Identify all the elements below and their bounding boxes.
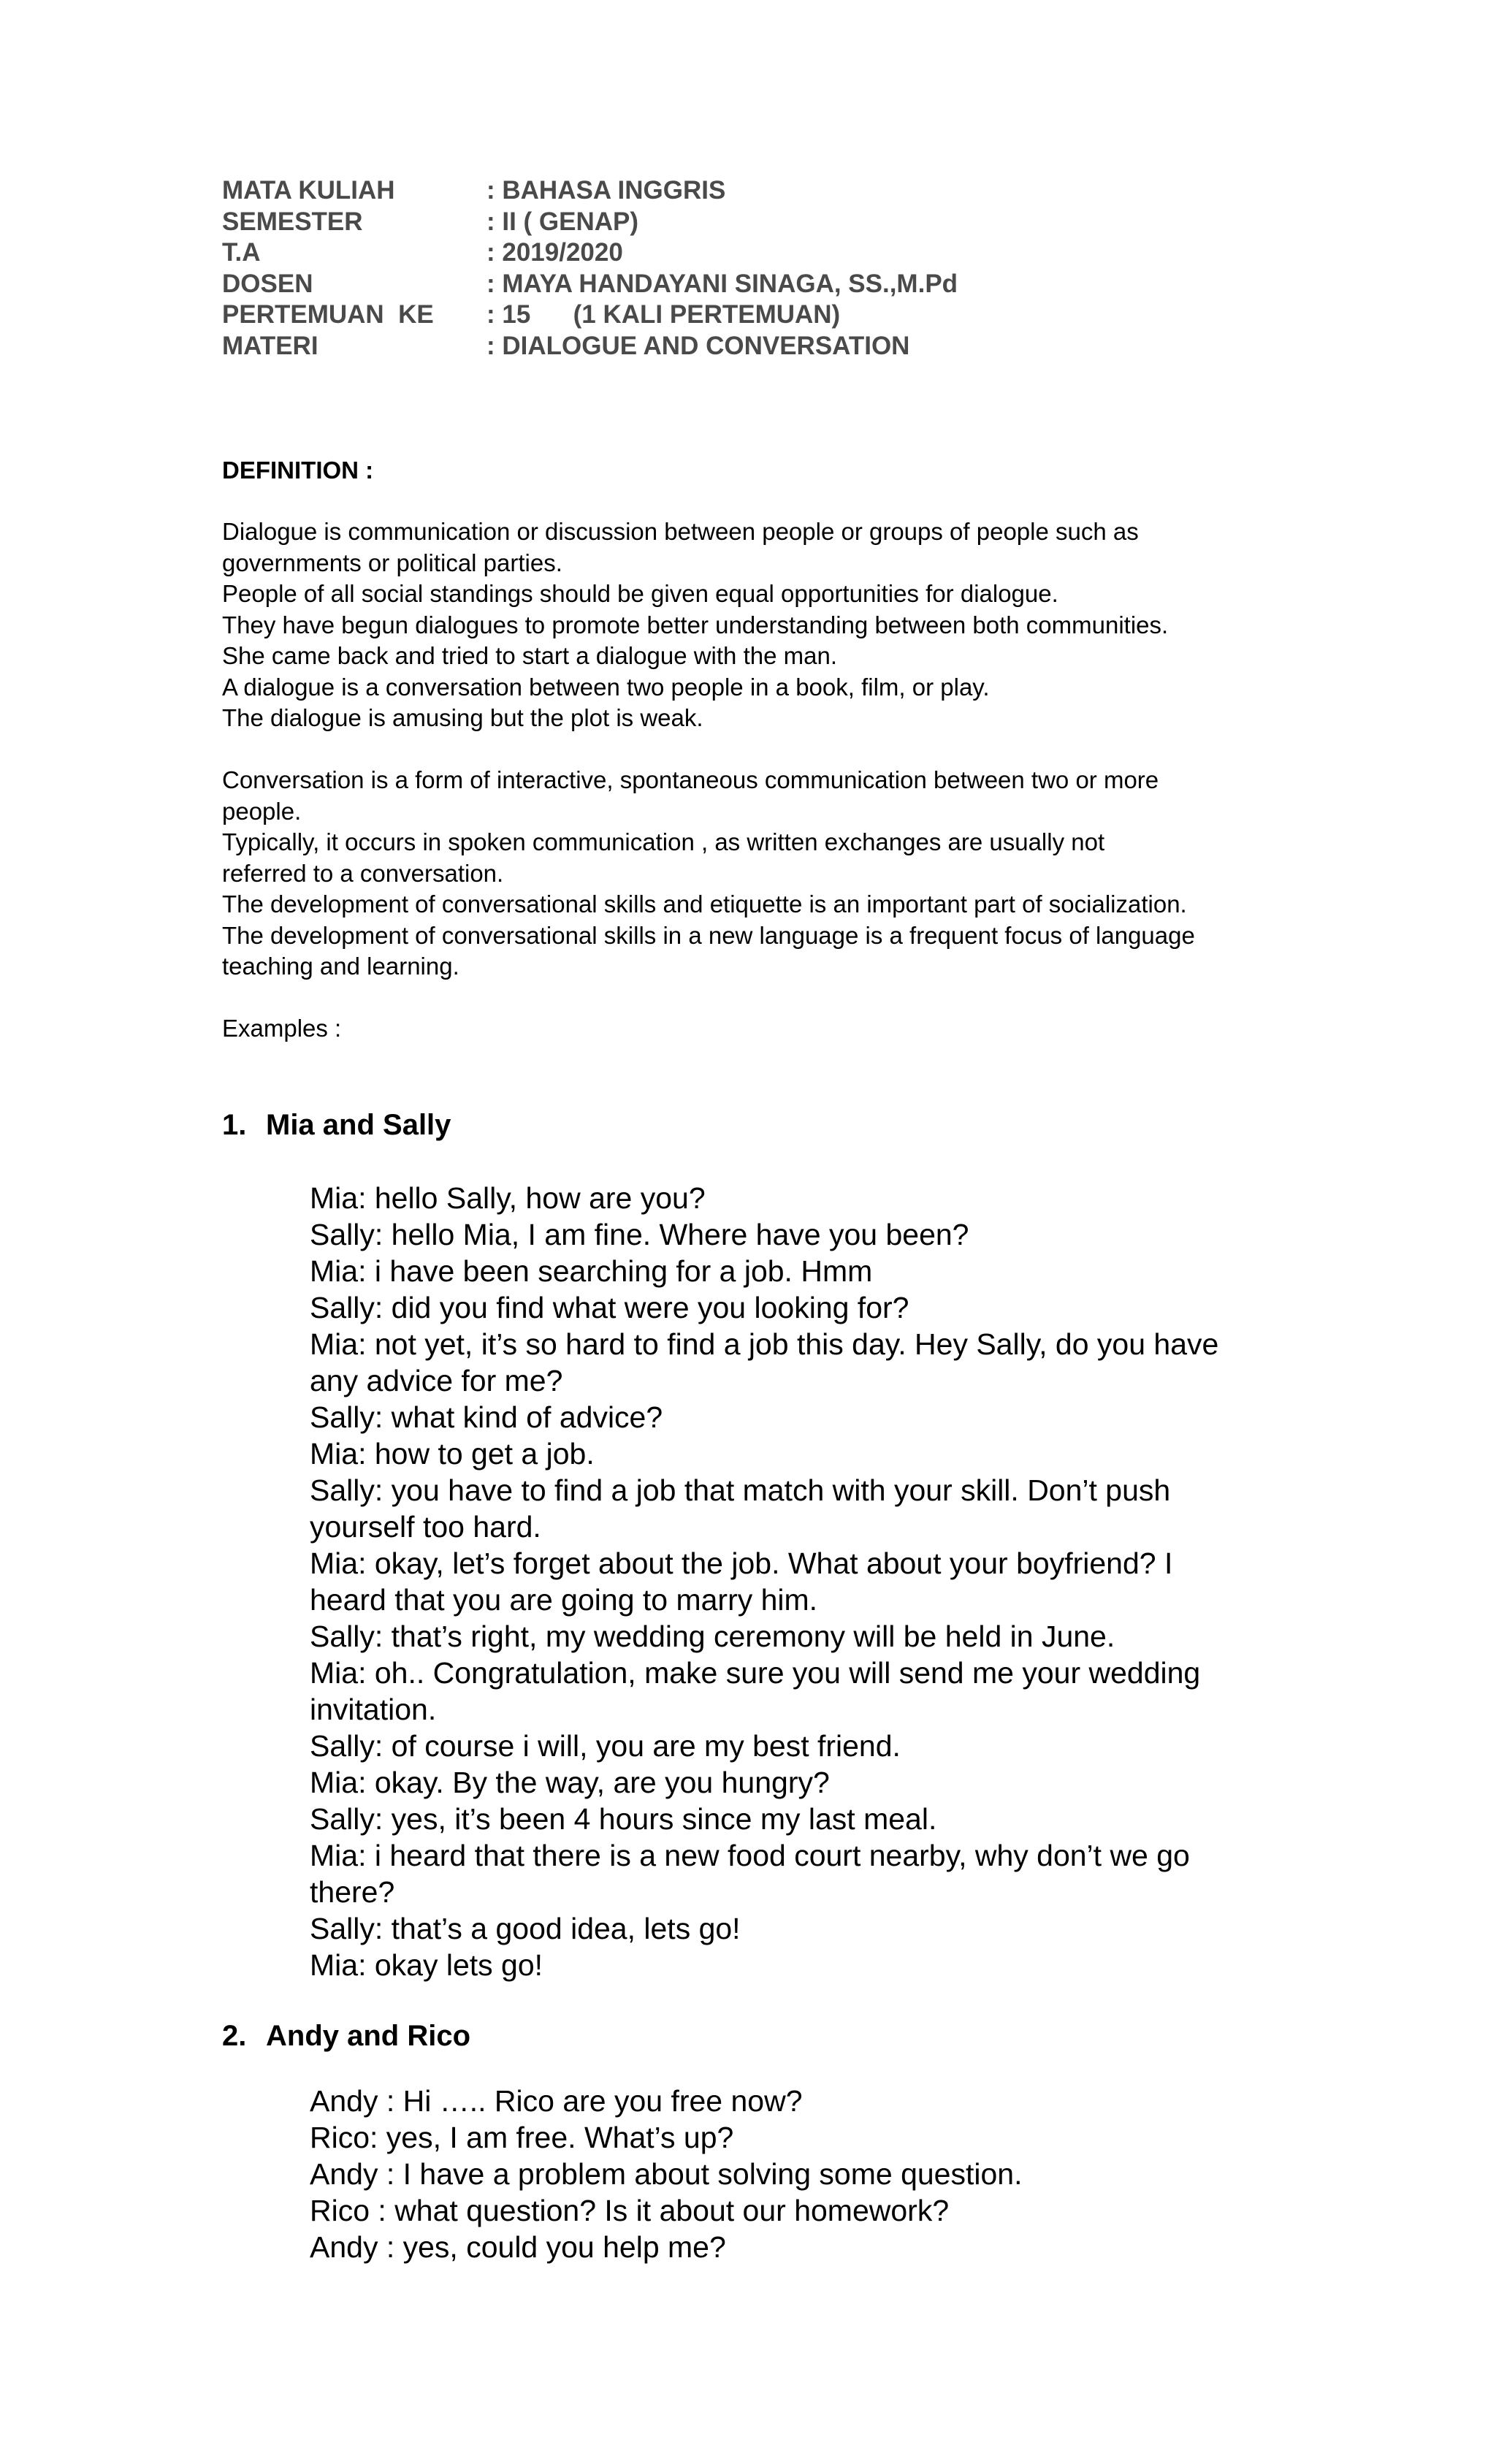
dialogue-line: Mia: okay, let’s forget about the job. What about your boyfriend? I xyxy=(310,1546,1173,1580)
paragraph-line: Typically, it occurs in spoken communication , as written exchanges are usually not xyxy=(222,828,1105,855)
dialogue-line: Rico: yes, I am free. What’s up? xyxy=(310,2121,734,2154)
paragraph-line: The dialogue is amusing but the plot is weak. xyxy=(222,704,703,731)
dialogue-line: there? xyxy=(310,1875,395,1909)
example-heading-1 xyxy=(222,1107,451,1143)
paragraph-line: Dialogue is communication or discussion between people or groups of people such as xyxy=(222,518,1139,545)
dialogue-line: yourself too hard. xyxy=(310,1510,541,1544)
example-number: 1. xyxy=(222,1109,247,1141)
example-title: Andy and Rico xyxy=(266,2020,471,2052)
header-value: : II ( GENAP) xyxy=(486,207,639,236)
dialogue-line: Mia: not yet, it’s so hard to find a job this day. Hey Sally, do you have xyxy=(310,1327,1219,1361)
course-info-header xyxy=(222,175,1391,362)
paragraph-line: They have begun dialogues to promote better understanding between both communities. xyxy=(222,611,1169,638)
header-label: MATA KULIAH xyxy=(222,176,395,205)
dialogue-line: invitation. xyxy=(310,1693,437,1726)
conversation-definition-paragraph xyxy=(222,765,1347,983)
dialogue-line: any advice for me? xyxy=(310,1364,563,1397)
dialogue-line: Andy : Hi ….. Rico are you free now? xyxy=(310,2084,803,2118)
dialogue-line: Mia: how to get a job. xyxy=(310,1437,595,1471)
paragraph-line: people. xyxy=(222,797,302,825)
paragraph-line: Conversation is a form of interactive, spontaneous communication between two or more xyxy=(222,766,1159,793)
dialogue-line: Andy : I have a problem about solving some question. xyxy=(310,2157,1023,2191)
header-row-meeting xyxy=(222,300,1391,331)
dialogue-line: Sally: of course i will, you are my best friend. xyxy=(310,1729,901,1763)
header-label: SEMESTER xyxy=(222,207,363,236)
example-heading-2 xyxy=(222,2018,470,2054)
example-number: 2. xyxy=(222,2020,247,2052)
dialogue-line: Mia: i heard that there is a new food court nearby, why don’t we go xyxy=(310,1839,1190,1872)
dialogue-line: Rico : what question? Is it about our homework? xyxy=(310,2194,950,2227)
header-row-material xyxy=(222,331,1391,362)
header-row-academic-year xyxy=(222,237,1391,269)
header-value: : 2019/2020 xyxy=(486,238,623,267)
header-row-course xyxy=(222,175,1391,207)
header-row-semester xyxy=(222,207,1391,238)
dialogue-andy-rico xyxy=(310,2083,1362,2265)
definition-heading: DEFINITION : xyxy=(222,457,374,484)
dialogue-line: Mia: oh.. Congratulation, make sure you will send me your wedding xyxy=(310,1656,1201,1690)
example-title: Mia and Sally xyxy=(266,1109,451,1141)
examples-label: Examples : xyxy=(222,1015,342,1042)
header-row-lecturer xyxy=(222,269,1391,300)
dialogue-line: Sally: what kind of advice? xyxy=(310,1400,663,1434)
paragraph-line: A dialogue is a conversation between two people in a book, film, or play. xyxy=(222,673,990,701)
dialogue-line: Mia: i have been searching for a job. Hmm xyxy=(310,1254,873,1288)
header-value: : MAYA HANDAYANI SINAGA, SS.,M.Pd xyxy=(486,269,958,298)
dialogue-line: Mia: okay lets go! xyxy=(310,1948,543,1982)
dialogue-line: Sally: did you find what were you looking for? xyxy=(310,1291,909,1324)
dialogue-line: Sally: you have to find a job that match with your skill. Don’t push xyxy=(310,1473,1171,1507)
header-label: T.A xyxy=(222,238,261,267)
header-value: : 15 (1 KALI PERTEMUAN) xyxy=(486,300,841,329)
dialogue-line: Sally: that’s a good idea, lets go! xyxy=(310,1912,741,1945)
dialogue-line: Sally: that’s right, my wedding ceremony will be held in June. xyxy=(310,1620,1115,1653)
paragraph-line: She came back and tried to start a dialogue with the man. xyxy=(222,642,837,669)
dialogue-line: Andy : yes, could you help me? xyxy=(310,2230,726,2264)
paragraph-line: The development of conversational skills in a new language is a frequent focus of language xyxy=(222,921,1195,949)
dialogue-line: Sally: hello Mia, I am fine. Where have you been? xyxy=(310,1218,969,1251)
paragraph-line: teaching and learning. xyxy=(222,953,459,980)
dialogue-line: Mia: hello Sally, how are you? xyxy=(310,1181,706,1215)
dialogue-line: Mia: okay. By the way, are you hungry? xyxy=(310,1766,830,1799)
header-label: PERTEMUAN KE xyxy=(222,300,434,329)
dialogue-mia-sally xyxy=(310,1180,1362,1983)
dialogue-definition-paragraph xyxy=(222,516,1347,734)
paragraph-line: referred to a conversation. xyxy=(222,859,504,887)
dialogue-line: Sally: yes, it’s been 4 hours since my last meal. xyxy=(310,1802,937,1836)
paragraph-line: governments or political parties. xyxy=(222,549,562,576)
paragraph-line: People of all social standings should be given equal opportunities for dialogue. xyxy=(222,580,1058,607)
paragraph-line: The development of conversational skills and etiquette is an important part of socialization. xyxy=(222,890,1187,918)
header-label: DOSEN xyxy=(222,269,313,298)
header-value: : DIALOGUE AND CONVERSATION xyxy=(486,331,910,360)
header-value: : BAHASA INGGRIS xyxy=(486,176,726,205)
dialogue-line: heard that you are going to marry him. xyxy=(310,1583,818,1617)
header-label: MATERI xyxy=(222,331,318,360)
